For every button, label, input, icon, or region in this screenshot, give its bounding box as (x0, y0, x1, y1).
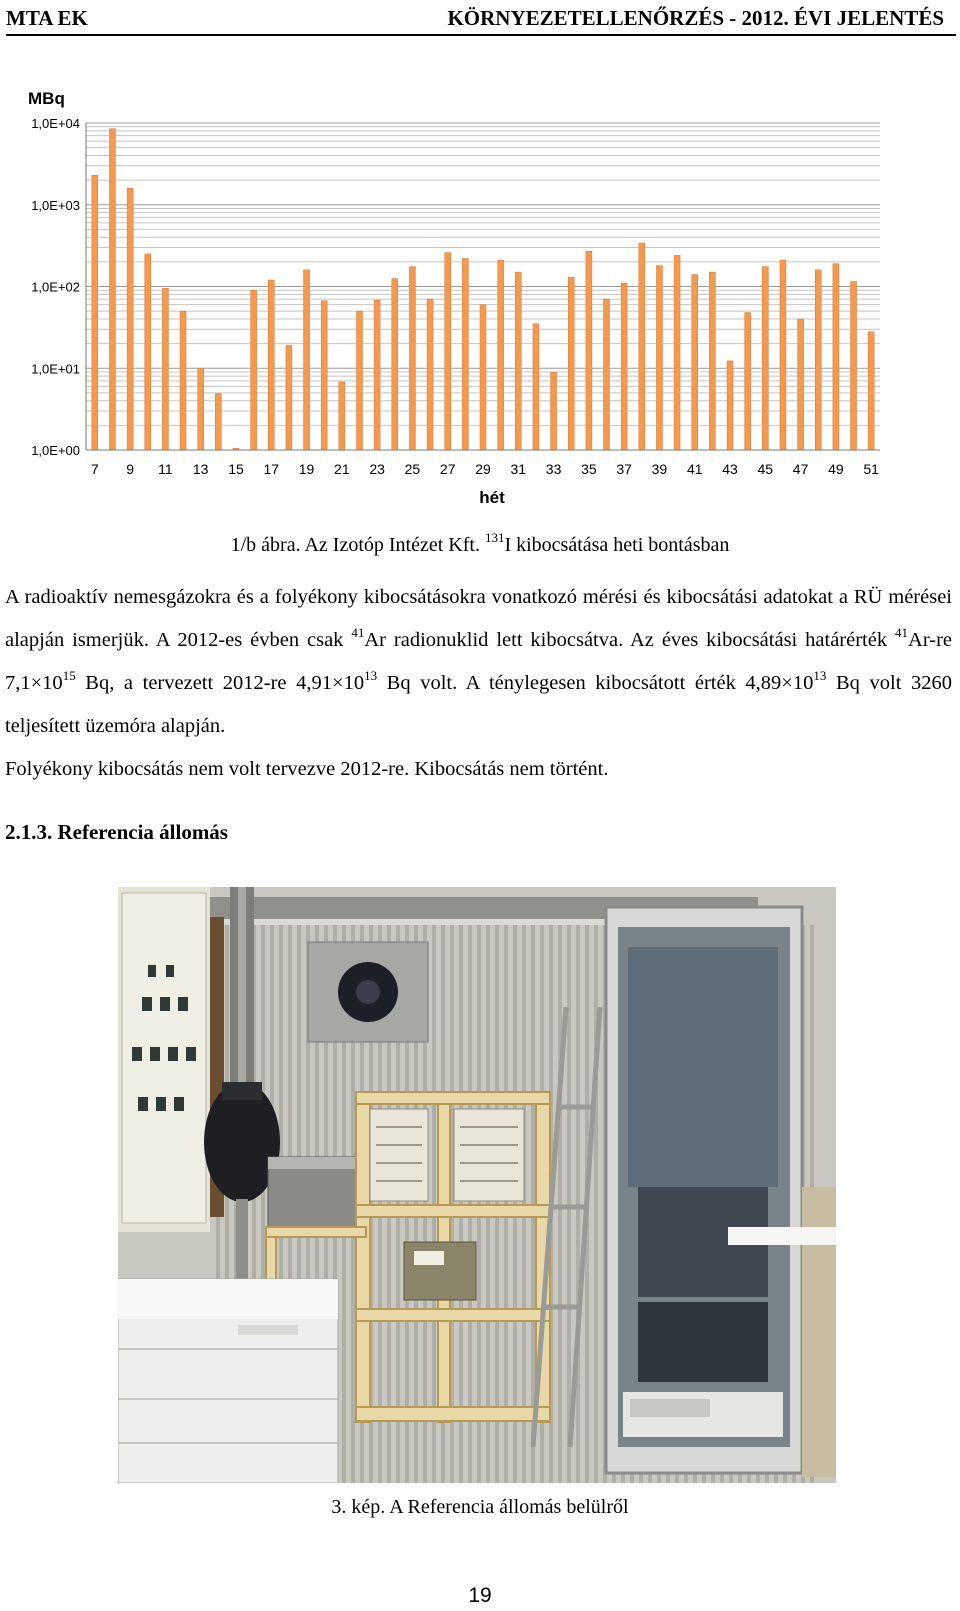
bar-week-46 (780, 260, 786, 450)
bar-week-50 (851, 282, 857, 450)
y-tick-label: 1,0E+02 (31, 279, 80, 295)
bar-week-24 (392, 279, 398, 450)
photo-caption: 3. kép. A Referencia állomás belülről (331, 1496, 629, 1518)
x-tick-label: 37 (616, 461, 632, 477)
y-tick-label: 1,0E+04 (31, 116, 80, 131)
x-tick-label: 9 (126, 461, 135, 477)
bar-week-13 (198, 368, 204, 450)
x-tick-label: 41 (686, 461, 703, 477)
bar-week-10 (145, 254, 151, 450)
bar-week-29 (480, 305, 486, 450)
bar-week-41 (692, 275, 698, 450)
bar-week-26 (427, 299, 433, 450)
bar-week-14 (215, 394, 221, 450)
bar-week-40 (674, 255, 680, 450)
bar-week-49 (833, 264, 839, 450)
x-tick-label: 51 (863, 461, 879, 477)
bar-week-21 (339, 382, 345, 450)
bar-week-45 (762, 267, 768, 450)
x-tick-label: 43 (722, 461, 738, 477)
x-tick-label: 47 (792, 461, 809, 477)
chart-caption-suffix: I kibocsátása heti bontásban (504, 534, 730, 556)
x-tick-label: 21 (334, 461, 350, 477)
bar-week-39 (656, 266, 662, 450)
x-tick-label: 17 (263, 461, 280, 477)
bar-week-42 (709, 272, 715, 450)
bar-week-7 (92, 175, 98, 450)
x-tick-label: 27 (439, 461, 456, 477)
x-tick-label: 29 (475, 461, 491, 477)
chart-caption-prefix: 1/b ábra. Az Izotóp Intézet Kft. (230, 534, 485, 556)
bar-week-23 (374, 300, 380, 450)
bar-week-19 (304, 270, 310, 450)
bar-week-35 (586, 251, 592, 450)
chart-caption (0, 530, 960, 557)
body-text (5, 576, 952, 791)
x-tick-label: 39 (651, 461, 668, 477)
bar-week-27 (445, 253, 451, 450)
bar-week-32 (533, 324, 539, 450)
x-tick-label: 19 (298, 461, 315, 477)
section-title: 2.1.3. Referencia állomás (5, 820, 228, 844)
x-axis-label: hét (479, 488, 505, 507)
bar-week-48 (815, 270, 821, 450)
bar-week-31 (515, 272, 521, 450)
x-tick-label: 35 (581, 461, 597, 477)
bar-week-16 (251, 290, 257, 450)
chart-bars (92, 129, 874, 450)
bar-week-36 (604, 299, 610, 450)
x-tick-label: 13 (192, 461, 209, 477)
x-tick-label: 45 (757, 461, 774, 477)
bar-week-44 (745, 313, 751, 450)
bar-week-47 (798, 319, 804, 450)
bar-week-12 (180, 311, 186, 450)
page-number: 19 (468, 1584, 492, 1607)
bar-week-22 (356, 311, 362, 450)
bar-week-18 (286, 345, 292, 450)
y-tick-label: 1,0E+01 (31, 361, 80, 377)
bar-week-30 (498, 260, 504, 450)
bar-week-20 (321, 301, 327, 450)
bar-week-43 (727, 361, 733, 450)
y-tick-label: 1,0E+00 (31, 443, 80, 458)
bar-week-33 (551, 372, 557, 450)
chart-axes (31, 116, 880, 477)
x-tick-label: 31 (510, 461, 527, 477)
bar-week-25 (409, 267, 415, 450)
bar-week-28 (462, 259, 468, 450)
y-axis-label: MBq (28, 89, 65, 108)
page-header (6, 4, 956, 36)
bar-week-8 (109, 129, 115, 450)
x-tick-label: 23 (369, 461, 385, 477)
liquid-emission-paragraph: Folyékony kibocsátás nem volt tervezve 2012-re. Kibocsátás nem történt. (5, 758, 609, 780)
y-tick-label: 1,0E+03 (31, 197, 80, 213)
weekly-emission-chart (0, 80, 960, 510)
x-tick-label: 33 (545, 461, 562, 477)
reference-station-photo (118, 887, 836, 1483)
x-tick-label: 11 (158, 461, 173, 477)
x-tick-label: 7 (90, 461, 99, 477)
header-report-title: KÖRNYEZETELLENŐRZÉS - 2012. ÉVI JELENTÉS (447, 6, 944, 30)
bar-week-51 (868, 332, 874, 450)
bar-week-17 (268, 280, 274, 450)
chart-caption-isotope: 131 (484, 530, 505, 545)
x-tick-label: 25 (404, 461, 421, 477)
emission-paragraph: A radioaktív nemesgázokra és a folyékony kibocsátásokra vonatkozó mérési és kibocsátási adatokat a RÜ mérései alapján ismerjük. A 2012-es évben csak $^{41}$Ar radionuklid lett kibocsátva. Az éves kibocsátási határérték $^{41}$Ar-re $7,1\times 10^{15}$ Bq, a tervezett 2012-re $4,91\times 10^{13}$ Bq volt. A ténylegesen kibocsátott érték $4,89\times 10^{13}$ Bq volt 3260 teljesített üzemóra alapján. (5, 586, 952, 737)
bar-week-34 (568, 277, 574, 450)
x-tick-label: 15 (228, 461, 244, 477)
bar-week-11 (162, 288, 168, 450)
bar-week-38 (639, 243, 645, 450)
x-tick-label: 49 (828, 461, 844, 477)
header-organization: MTA EK (6, 6, 88, 30)
bar-week-9 (127, 188, 133, 450)
bar-week-37 (621, 283, 627, 450)
